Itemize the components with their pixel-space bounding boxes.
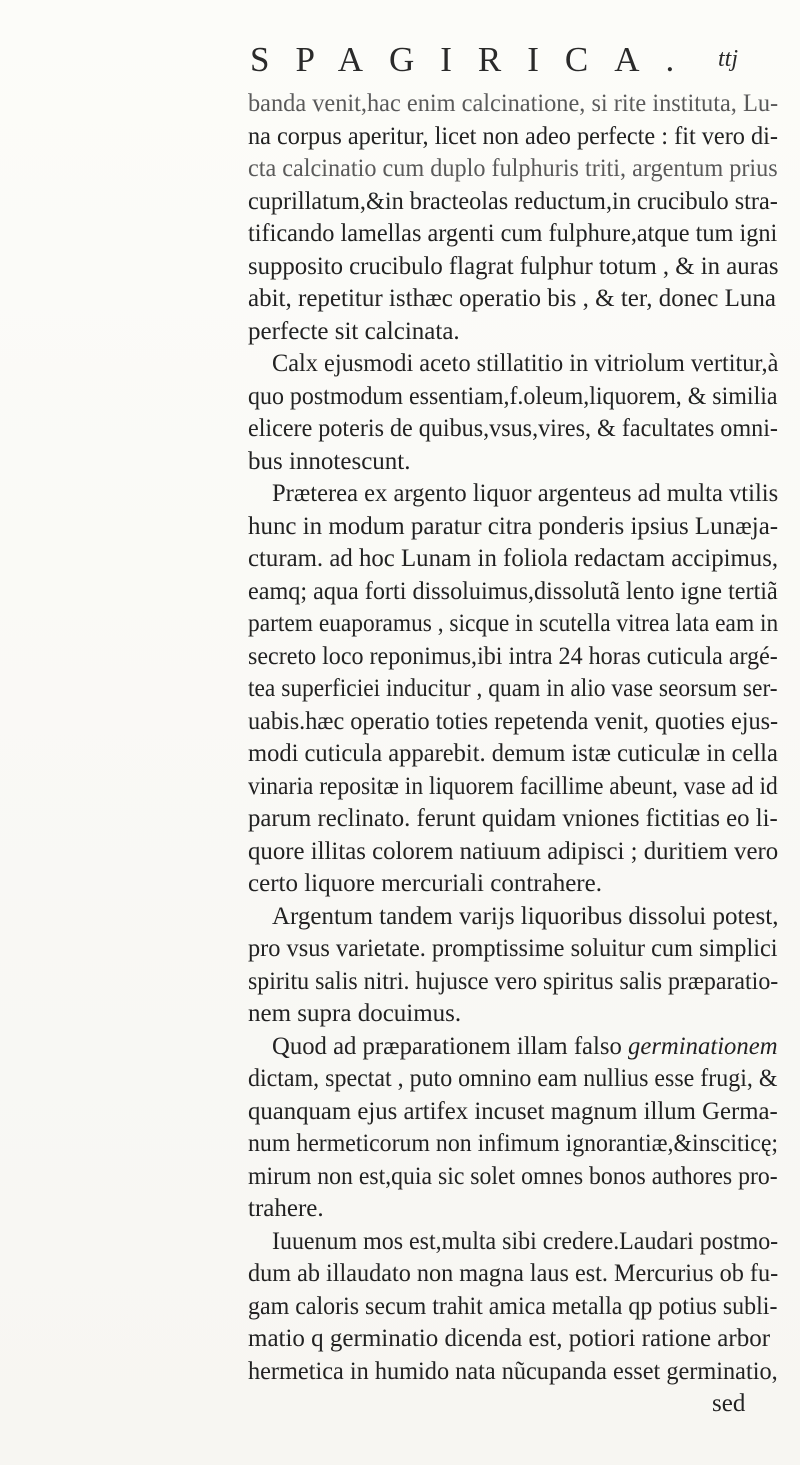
text-line xyxy=(248,1193,324,1224)
line-text: trahere. xyxy=(248,1195,324,1222)
text-line xyxy=(248,608,778,639)
line-text: perfecte sit calcinata. xyxy=(248,317,460,345)
line-text: certo liquore mercuriali contrahere. xyxy=(248,870,602,897)
line-text: eamq; aqua forti dissoluimus,dissolutã lento igne tertiã xyxy=(248,577,778,605)
line-text: partem euaporamus , sicque in scutella vitrea lata eam in xyxy=(248,610,779,637)
line-text: quo postmodum essentiam,f.oleum,liquorem, & similia xyxy=(248,382,778,410)
text-line xyxy=(248,121,778,152)
line-text: num hermeticorum non infimum ignorantiæ,&insciticę; xyxy=(248,1130,779,1157)
line-text: banda venit,hac enim calcinatione, si rite instituta, Lu- xyxy=(248,90,779,117)
line-text: matio q germinatio dicenda est, potiori ratione arbor xyxy=(248,1325,771,1352)
line-text: tea superficiei inducitur , quam in alio vase seorsum ser- xyxy=(248,675,778,702)
text-line xyxy=(272,1226,778,1257)
line-text: Iuuenum mos est,multa sibi credere.Laudari postmo- xyxy=(272,1227,779,1255)
catchword xyxy=(712,1388,745,1419)
text-line xyxy=(248,511,778,542)
line-text: secreto loco reponimus,ibi intra 24 horas cuticula argé- xyxy=(248,642,778,670)
line-text: Quod ad præparationem illam falso xyxy=(272,1032,629,1060)
line-text: na corpus aperitur, licet non adeo perfecte : fit vero di- xyxy=(248,122,779,150)
line-text: modi cuticula apparebit. demum istæ cuticulæ in cella xyxy=(248,740,778,767)
running-head: SPAGIRICA. xyxy=(250,40,701,79)
text-line xyxy=(248,1291,777,1322)
text-line xyxy=(248,706,778,737)
text-line xyxy=(272,1031,778,1062)
text-line xyxy=(248,836,778,867)
text-line xyxy=(248,251,779,282)
line-text: nem supra docuimus. xyxy=(248,1000,462,1027)
text-line xyxy=(272,478,778,509)
line-text: quore illitas colorem natiuum adipisci ; duritiem vero xyxy=(248,837,779,865)
line-text: dictam, spectat , puto omnino eam nullius esse frugi, & xyxy=(248,1065,778,1092)
text-line xyxy=(248,868,602,899)
line-text: hunc in modum paratur citra ponderis ipsius Lunæja- xyxy=(248,512,779,540)
line-text: dum ab illaudato non magna laus est. Mercurius ob fu- xyxy=(248,1260,779,1287)
line-text: quanquam ejus artifex incuset magnum illum Germa- xyxy=(248,1097,778,1125)
line-text: hermetica in humido nata nũcupanda esset germinatio, xyxy=(248,1357,778,1385)
text-line xyxy=(248,218,777,249)
text-line xyxy=(272,901,778,932)
text-line xyxy=(248,88,778,119)
text-line xyxy=(248,153,778,184)
line-text: cta calcinatio cum duplo fulphuris triti, argentum prius xyxy=(248,155,778,182)
line-text: mirum non est,quia sic solet omnes bonos authores pro- xyxy=(248,1162,778,1190)
text-line xyxy=(248,803,778,834)
line-text: bus innotescunt. xyxy=(248,447,411,475)
text-line xyxy=(248,381,778,412)
line-text: spiritu salis nitri. hujusce vero spiritus salis præparatio- xyxy=(248,967,779,995)
line-text: elicere poteris de quibus,vsus,vires, & facultates omni- xyxy=(248,415,778,442)
line-text: uabis.hæc operatio toties repetenda venit, quoties ejus- xyxy=(248,707,779,735)
line-text: cturam. ad hoc Lunam in foliola redactam accipimus, xyxy=(248,545,779,572)
text-line xyxy=(248,186,778,217)
text-line xyxy=(248,446,411,477)
line-text: parum reclinato. ferunt quidam vniones fictitias eo li- xyxy=(248,805,778,832)
line-text: pro vsus varietate. promptissime soluitur cum simplici xyxy=(248,935,778,962)
text-line xyxy=(248,1063,777,1094)
page-header xyxy=(0,40,800,90)
line-text: cuprillatum,&in bracteolas reductum,in crucibulo stra- xyxy=(248,187,778,215)
text-line xyxy=(248,738,778,769)
text-line xyxy=(248,576,778,607)
text-line xyxy=(248,641,778,672)
text-line xyxy=(248,1161,778,1192)
text-line xyxy=(248,673,778,704)
text-line xyxy=(248,1356,778,1387)
line-text: tificando lamellas argenti cum fulphure,atque tum igni xyxy=(248,220,778,247)
line-text: gam caloris secum trahit amica metalla qp potius subli- xyxy=(248,1292,778,1320)
italic-word: germinationem xyxy=(628,1032,778,1060)
line-text: supposito crucibulo flagrat fulphur totum , & in auras xyxy=(248,252,779,280)
text-line xyxy=(248,1258,778,1289)
text-line xyxy=(272,348,778,379)
line-text: sed xyxy=(712,1390,746,1417)
text-line xyxy=(248,966,778,997)
line-text: vinaria repositæ in liquorem facillime abeunt, vase ad id xyxy=(248,772,778,800)
page-number: ttj xyxy=(718,46,739,72)
text-line xyxy=(248,1096,778,1127)
text-line xyxy=(248,316,460,347)
text-line xyxy=(248,1323,770,1354)
text-line xyxy=(248,998,461,1029)
line-text: Præterea ex argento liquor argenteus ad multa vtilis xyxy=(272,480,779,507)
text-line xyxy=(248,933,778,964)
text-line xyxy=(248,1128,778,1159)
text-line xyxy=(248,283,776,314)
text-line xyxy=(248,543,778,574)
line-text: Calx ejusmodi aceto stillatitio in vitriolum vertitur,à xyxy=(272,350,779,377)
text-line xyxy=(248,771,778,802)
text-line xyxy=(248,413,778,444)
line-text: abit, repetitur isthæc operatio bis , & ter, donec Luna xyxy=(248,285,777,312)
line-text: Argentum tandem varijs liquoribus dissolui potest, xyxy=(272,902,779,930)
